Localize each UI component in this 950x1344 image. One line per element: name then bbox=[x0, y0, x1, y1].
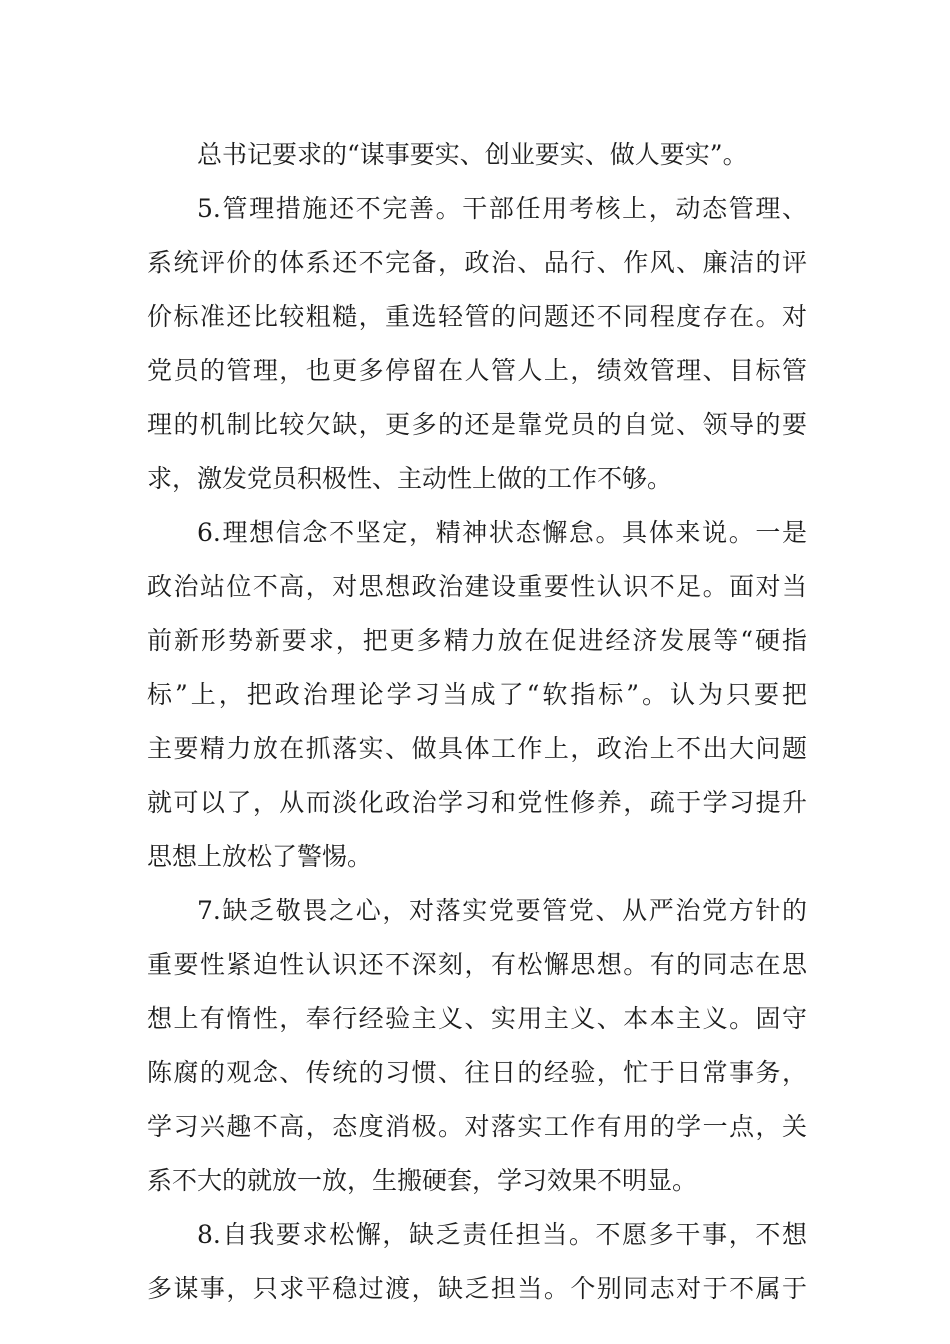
text-line: 陈腐的观念、传统的习惯、往日的经验，忙于日常事务， bbox=[147, 1058, 807, 1087]
text-line: 求，激发党员积极性、主动性上做的工作不够。 bbox=[147, 464, 673, 493]
text-line: 5.管理措施还不完善。干部任用考核上，动态管理、 bbox=[197, 194, 807, 223]
text-line: 多谋事，只求平稳过渡，缺乏担当。个别同志对于不属于 bbox=[147, 1274, 807, 1303]
text-line: 学习兴趣不高，态度消极。对落实工作有用的学一点，关 bbox=[147, 1112, 807, 1141]
text-line: 思想上放松了警惕。 bbox=[147, 842, 373, 871]
text-line: 重要性紧迫性认识还不深刻，有松懈思想。有的同志在思 bbox=[147, 950, 807, 979]
text-line: 标”上，把政治理论学习当成了“软指标”。认为只要把 bbox=[147, 680, 807, 709]
text-line: 政治站位不高，对思想政治建设重要性认识不足。面对当 bbox=[147, 572, 807, 601]
text-line: 价标准还比较粗糙，重选轻管的问题还不同程度存在。对 bbox=[147, 302, 807, 331]
document-body bbox=[147, 128, 807, 1316]
text-line: 就可以了，从而淡化政治学习和党性修养，疏于学习提升 bbox=[147, 788, 807, 817]
text-line: 想上有惰性，奉行经验主义、实用主义、本本主义。固守 bbox=[147, 1004, 807, 1033]
text-line: 党员的管理，也更多停留在人管人上，绩效管理、目标管 bbox=[147, 356, 807, 385]
text-line: 7.缺乏敬畏之心，对落实党要管党、从严治党方针的 bbox=[197, 896, 807, 925]
text-line: 主要精力放在抓落实、做具体工作上，政治上不出大问题 bbox=[147, 734, 807, 763]
text-line: 6.理想信念不坚定，精神状态懈怠。具体来说。一是 bbox=[197, 518, 807, 547]
text-line: 8.自我要求松懈，缺乏责任担当。不愿多干事，不想 bbox=[197, 1220, 807, 1249]
text-line: 理的机制比较欠缺，更多的还是靠党员的自觉、领导的要 bbox=[147, 410, 807, 439]
text-line: 系统评价的体系还不完备，政治、品行、作风、廉洁的评 bbox=[147, 248, 807, 277]
text-line: 总书记要求的“谋事要实、创业要实、做人要实”。 bbox=[197, 140, 748, 169]
text-line: 系不大的就放一放，生搬硬套，学习效果不明显。 bbox=[147, 1166, 698, 1195]
text-line: 前新形势新要求，把更多精力放在促进经济发展等“硬指 bbox=[147, 626, 807, 655]
